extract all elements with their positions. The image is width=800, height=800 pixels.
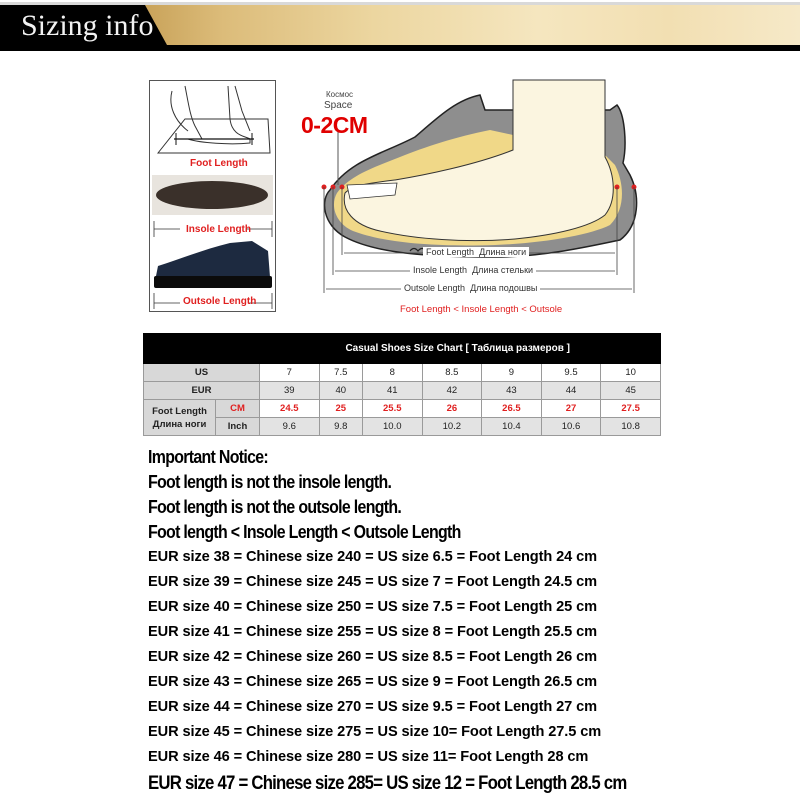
cm-cell: 26	[422, 400, 482, 418]
foot-length-dimension	[423, 247, 529, 257]
notice-heading: Important Notice:	[148, 446, 269, 467]
outsole-length-label: Outsole Length	[183, 296, 257, 307]
cm-cell: 25	[319, 400, 362, 418]
conversion-item: EUR size 43 = Chinese size 265 = US size 9 = Foot Length 26.5 cm	[148, 674, 598, 690]
conversion-item: EUR size 46 = Chinese size 280 = US size 11= Foot Length 28 cm	[148, 749, 589, 765]
size-chart-title: Casual Shoes Size Chart [ Таблица размеров ]	[144, 334, 661, 364]
insole-icon	[156, 181, 268, 209]
banner-gold-stripe	[145, 5, 800, 45]
us-cell: 7.5	[319, 364, 362, 382]
inch-cell: 10.0	[362, 418, 422, 436]
notice-line: Foot length < Insole Length < Outsole Length	[148, 521, 461, 542]
size-chart-table	[143, 333, 661, 436]
cm-cell: 24.5	[260, 400, 320, 418]
conversion-item: EUR size 41 = Chinese size 255 = US size 8 = Foot Length 25.5 cm	[148, 624, 598, 640]
us-cell: 7	[260, 364, 320, 382]
outsole-length-dimension	[401, 283, 540, 293]
table-row-us	[144, 364, 661, 382]
notice-line: Foot length is not the insole length.	[148, 471, 392, 492]
table-row-inch	[144, 418, 661, 436]
measurement-illustrations	[149, 80, 276, 312]
space-label-ru: Космос	[326, 90, 354, 99]
conversion-item: EUR size 44 = Chinese size 270 = US size 9.5 = Foot Length 27 cm	[148, 699, 598, 715]
eur-cell: 40	[319, 382, 362, 400]
inch-cell: 9.6	[260, 418, 320, 436]
us-cell: 10	[601, 364, 661, 382]
shoe-upper-icon	[155, 241, 270, 281]
cm-cell: 25.5	[362, 400, 422, 418]
eur-cell: 42	[422, 382, 482, 400]
cm-cell: 27	[541, 400, 601, 418]
header-banner	[0, 2, 800, 51]
conversion-item: EUR size 45 = Chinese size 275 = US size 10= Foot Length 27.5 cm	[148, 724, 602, 740]
toe-gap-label: 0-2CM	[301, 112, 368, 138]
conversion-item: EUR size 39 = Chinese size 245 = US size 7 = Foot Length 24.5 cm	[148, 574, 598, 590]
row-label-foot-length	[144, 400, 216, 436]
row-label-us: US	[144, 364, 260, 382]
eur-cell: 41	[362, 382, 422, 400]
shoe-sole-icon	[154, 276, 272, 288]
eur-cell: 43	[482, 382, 542, 400]
us-cell: 9	[482, 364, 542, 382]
conversion-item: EUR size 47 = Chinese size 285= US size 12 = Foot Length 28.5 cm	[148, 772, 627, 794]
foot-length-ru: Длина ноги	[479, 247, 527, 257]
inch-cell: 10.8	[601, 418, 661, 436]
conversion-item: EUR size 42 = Chinese size 260 = US size 8.5 = Foot Length 26 cm	[148, 649, 598, 665]
outsole-length-ru: Длина подошвы	[470, 283, 538, 293]
insole-length-dimension	[410, 265, 536, 275]
conversion-item: EUR size 38 = Chinese size 240 = US size 6.5 = Foot Length 24 cm	[148, 549, 598, 565]
table-row-cm	[144, 400, 661, 418]
eur-cell: 39	[260, 382, 320, 400]
notice-line: Foot length is not the outsole length.	[148, 496, 402, 517]
important-notice	[148, 444, 512, 544]
length-comparison-note: Foot Length < Insole Length < Outsole	[400, 304, 563, 315]
inch-cell: 10.6	[541, 418, 601, 436]
us-cell: 9.5	[541, 364, 601, 382]
banner-top-line	[0, 2, 800, 5]
measurement-illustration-art	[150, 81, 275, 311]
insole-length-ru: Длина стельки	[472, 265, 534, 275]
foot-measure-icon	[158, 86, 270, 153]
cm-cell: 27.5	[601, 400, 661, 418]
page-title: Sizing info	[21, 9, 154, 42]
inch-cell: 10.2	[422, 418, 482, 436]
conversion-item: EUR size 40 = Chinese size 250 = US size 7.5 = Foot Length 25 cm	[148, 599, 598, 615]
foot-length-en: Foot Length	[426, 247, 475, 257]
outsole-length-en: Outsole Length	[404, 283, 466, 293]
inch-cell: 10.4	[482, 418, 542, 436]
cm-cell: 26.5	[482, 400, 542, 418]
row-label-cm: CM	[216, 400, 260, 418]
foot-length-en-label: Foot Length	[152, 405, 207, 417]
insole-length-en: Insole Length	[413, 265, 468, 275]
inch-cell: 9.8	[319, 418, 362, 436]
insole-length-label: Insole Length	[186, 224, 251, 235]
table-row-eur	[144, 382, 661, 400]
row-label-eur: EUR	[144, 382, 260, 400]
size-conversion-list	[148, 547, 704, 797]
us-cell: 8.5	[422, 364, 482, 382]
row-label-inch: Inch	[216, 418, 260, 436]
us-cell: 8	[362, 364, 422, 382]
foot-length-ru-label: Длина ноги	[152, 418, 207, 430]
eur-cell: 44	[541, 382, 601, 400]
foot-length-label: Foot Length	[190, 158, 248, 169]
eur-cell: 45	[601, 382, 661, 400]
space-label-en: Space	[324, 100, 353, 111]
